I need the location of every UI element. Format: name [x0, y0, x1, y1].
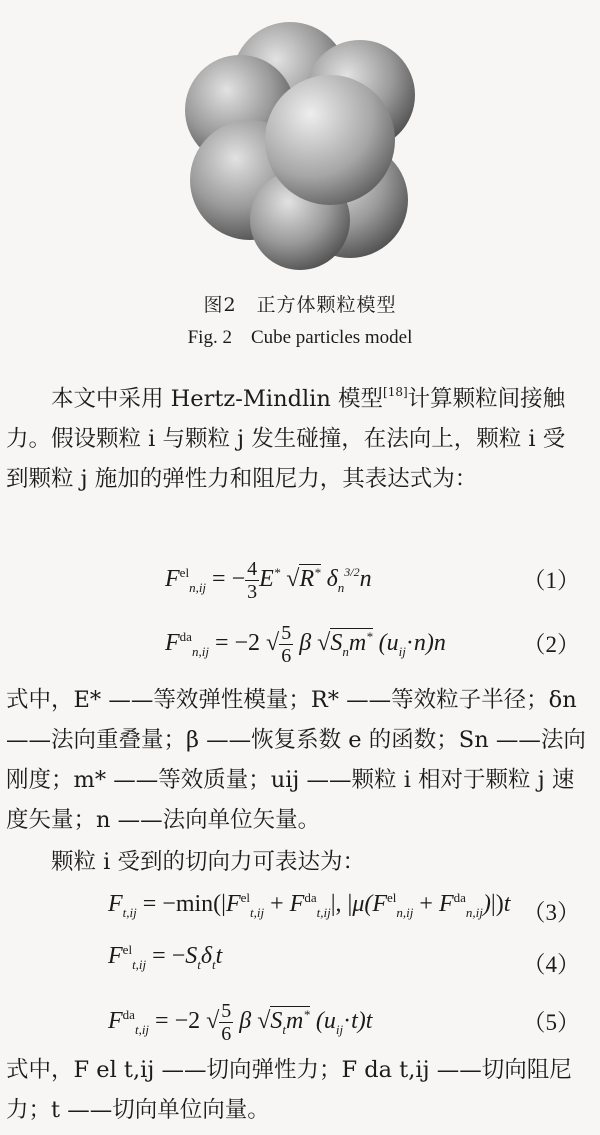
equation-number: （1） — [522, 568, 580, 593]
paragraph-text: 式中，F el t,ij ——切向弹性力；F da t,ij ——切向阻尼力；t ——切向单位向量。 — [6, 1057, 572, 1123]
figure-caption-en: Fig. 2 Cube particles model — [187, 327, 413, 348]
paragraph-tangential-symbols — [6, 1050, 586, 1130]
paragraph-text: 计算颗粒间接触力。假设颗粒 i 与颗粒 j 发生碰撞，在法向上，颗粒 i 受到颗粒 j 施加的弹性力和阻尼力，其表达式为： — [6, 386, 566, 492]
paragraph-text: 本文中采用 Hertz-Mindlin 模型 — [51, 386, 384, 412]
citation-ref: [18] — [383, 385, 408, 399]
paragraph-text: 颗粒 i 受到的切向力可表达为： — [51, 849, 366, 875]
paragraph-text: 式中，E* ——等效弹性模量；R* ——等效粒子半径；δn ——法向重叠量；β ——恢复系数 e 的函数；Sn ——法向刚度；m* ——等效质量；uij ——颗粒 i 相对于颗粒 j 速度矢量；n ——法向单位矢量。 — [6, 687, 586, 833]
cube-particles-image — [0, 0, 600, 290]
equation-2: $F^{da}_{n,ij} = -2$ √ $\frac{5}{6}$ β $√S_nm^*$ $(u_{ij}\cdot n)n$ （2） — [165, 622, 580, 667]
sphere — [265, 75, 395, 205]
paragraph-intro — [6, 372, 586, 499]
equation-number: （3） — [522, 900, 580, 925]
equation-number: （4） — [522, 952, 580, 977]
equation-3: $F_{t,ij} = -\min(|F^{el}_{t,ij} + F^{da}_{t,ij}|$, $|\mu(F^{el}_{n,ij} + F^{da}_{n,ij})|)t$ （3） — [108, 890, 580, 925]
equation-1: $F^{el}_{n,ij}$ = − $\frac{4}{3}$ E* √R* $\delta_n^{3/2}n$ （1） — [165, 558, 580, 603]
figure-caption-zh: 图2 正方体颗粒模型 — [203, 294, 397, 316]
equation-number: （2） — [522, 632, 580, 657]
figure-cube-particles — [0, 0, 600, 348]
paragraph-tangential — [6, 842, 586, 882]
paragraph-symbols — [6, 680, 586, 840]
equation-number: （5） — [522, 1010, 580, 1035]
equation-5: $F^{da}_{t,ij} = -2$ √ $\frac{5}{6}$ β $√S_tm^*$ $(u_{ij}\cdot t)t$ （5） — [108, 1000, 580, 1045]
equation-4: $F^{el}_{t,ij} = -S_t\delta_tt$ （4） — [108, 942, 580, 977]
